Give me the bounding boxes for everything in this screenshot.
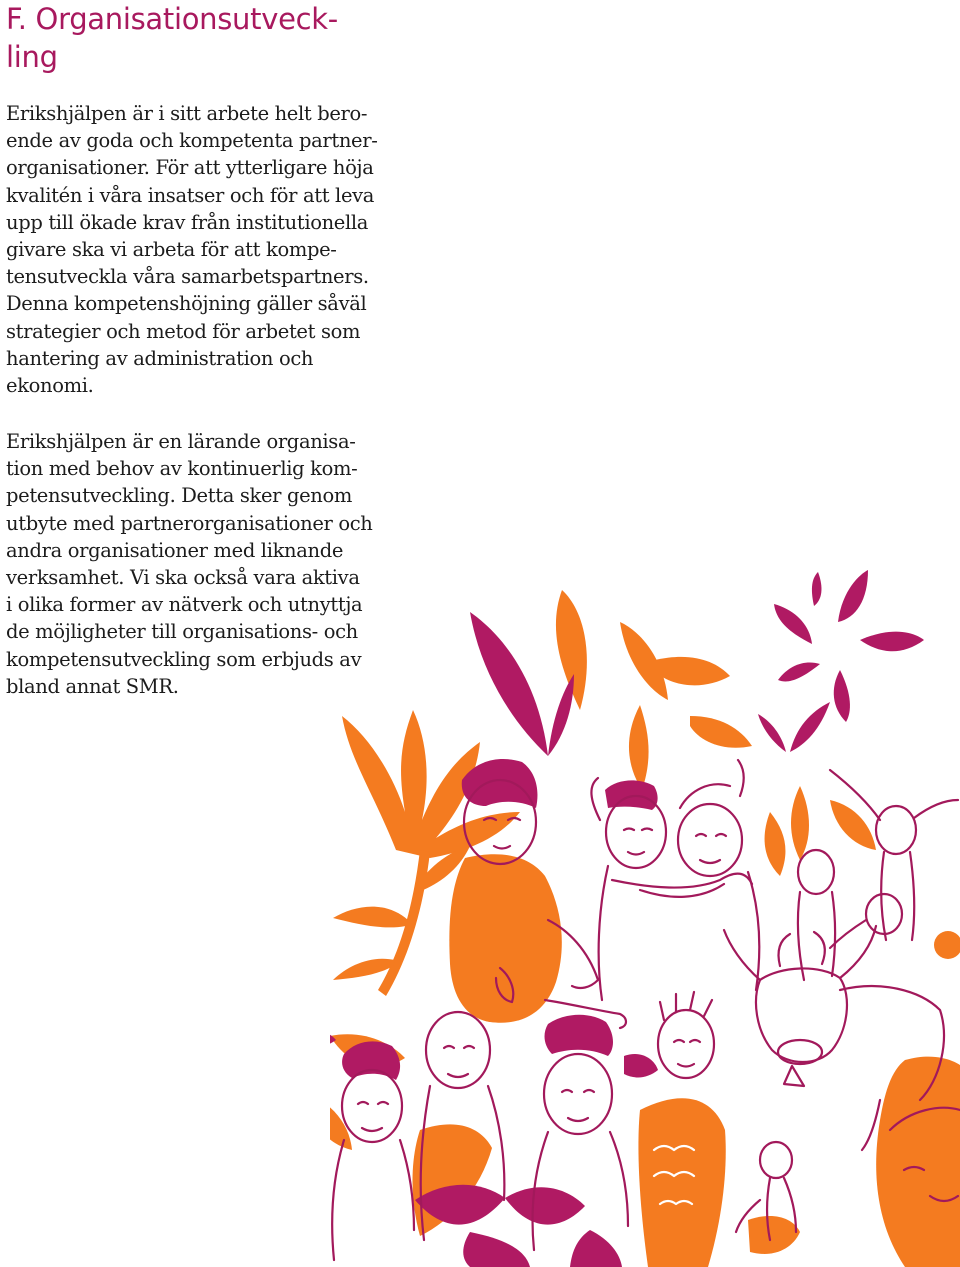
orange-shirt [638,1098,725,1267]
paragraph-line: verksamhet. Vi ska också vara aktiva [6,566,360,590]
magenta-flower-petal [570,1230,622,1267]
child-body [798,892,835,980]
magenta-flower-petal [834,670,850,722]
paragraph-line: ekonomi. [6,374,94,398]
orange-child-dress [449,854,561,1023]
cow-head [756,968,847,1062]
child-face [798,850,834,894]
magenta-hair [624,1054,658,1078]
paragraph-line: upp till ökade krav från institutionella [6,210,369,234]
paragraph-line: utbyte med partnerorganisationer och [6,511,373,535]
heading-line: ling [6,40,58,74]
paragraph-line: hantering av administration och [6,346,314,370]
orange-flower-petal [655,657,730,686]
child-eyes [444,1046,474,1077]
magenta-leaf [758,714,786,752]
paragraph-line: andra organisationer med liknande [6,538,344,562]
paragraph-line: i olika former av nätverk och utnyttja [6,593,363,617]
child-face [876,806,916,854]
cow-bell [784,1066,804,1086]
magenta-flower-petal [330,1032,336,1048]
magenta-flower-center [823,631,849,657]
heading-line: F. Organisationsutveck- [6,2,338,36]
cow-nose [778,1040,822,1064]
orange-dot [934,931,960,959]
child-face [658,1010,714,1078]
paragraph-line: de möjligheter till organisations- och [6,620,358,644]
magenta-flower-petal [778,663,820,682]
paragraph-line: kvalitén i våra insatser och för att leva [6,183,375,207]
child-arm [612,874,752,888]
paragraph-1 [6,100,396,399]
magenta-flower-petal [860,632,924,652]
magenta-leaf [790,702,830,752]
magenta-flower-petal [463,1232,530,1267]
paragraph-line: Erikshjälpen är en lärande organisa- [6,430,356,453]
children-and-flowers-illustration [330,560,960,1267]
child-eyes [696,834,726,863]
child-face [678,804,742,876]
paragraph-line: ende av goda och kompetenta partner- [6,129,378,153]
section-heading [6,0,386,76]
paragraph-line: petensutveckling. Detta sker genom [6,484,353,508]
magenta-leaf [470,612,548,756]
child-eyes [674,1040,700,1067]
orange-flower-petal [690,716,752,748]
child-eyes [624,829,652,855]
child-hair-spikes [660,992,712,1020]
magenta-hair [545,1015,613,1056]
magenta-flower-petal [505,1187,585,1224]
orange-flower-petal [765,812,786,876]
orange-flower-petal [791,786,809,860]
magenta-flower-petal [774,604,812,644]
paragraph-line: strategier och metod för arbetet som [6,319,361,343]
orange-leaf [333,907,408,928]
paragraph-line: Denna kompetenshöjning gäller såväl [6,292,367,316]
orange-flowers [330,590,960,1267]
magenta-hair [605,780,658,810]
child-body [599,866,760,1000]
magenta-flower-petal [838,570,868,622]
magenta-leaf [548,674,574,756]
orange-shorts [748,1216,800,1254]
orange-flower-petal [629,705,649,790]
paragraph-line: tensutveckla våra samarbetspartners. [6,265,369,289]
paragraph-line: givare ska vi arbeta för att kompe- [6,238,337,262]
paragraph-line: organisationer. För att ytterligare höja [6,156,374,180]
orange-face-right [876,1057,960,1267]
paragraph-line: Erikshjälpen är i sitt arbete helt bero- [6,102,368,125]
paragraph-line: kompetensutveckling som erbjuds av [6,647,362,671]
magenta-flower-petal [812,572,822,606]
paragraph-line: bland annat SMR. [6,674,179,698]
child-eyes [358,1102,388,1131]
child-eyes [562,1090,594,1121]
paragraph-line: tion med behov av kontinuerlig kom- [6,457,358,481]
child-body [332,1140,414,1260]
child-face [760,1142,792,1178]
